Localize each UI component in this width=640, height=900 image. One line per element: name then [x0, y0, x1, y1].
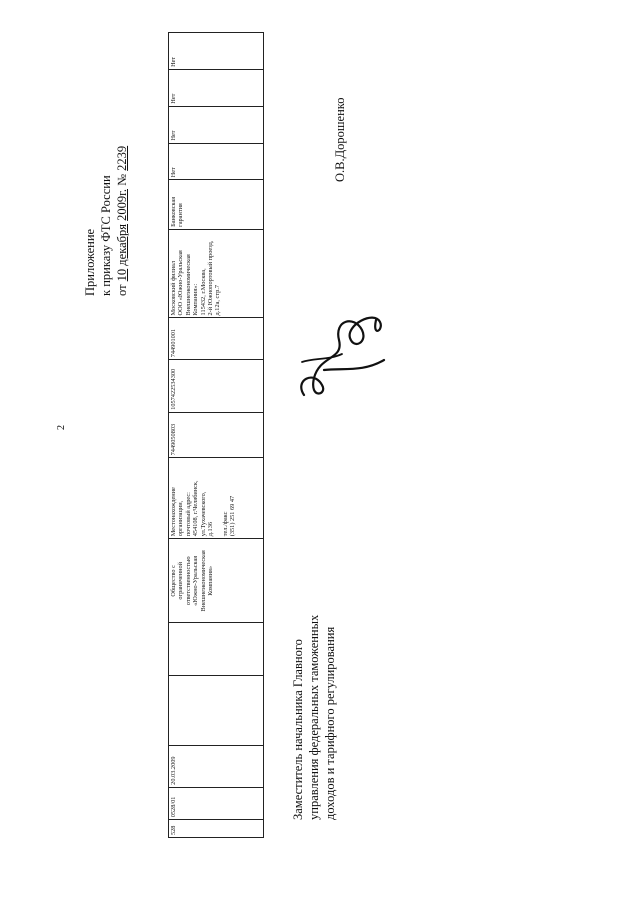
registry-table-wrap [168, 32, 264, 838]
order-number: 2239 [115, 145, 129, 171]
org-name-cell: Общество с ограниченной ответственностью «Южно-Уральская Внешнеэкономическая Компания» [169, 539, 264, 623]
blank-cell-2 [169, 623, 264, 675]
branch-cell: Московский филиал ООО «Южно-Уральская Внешнеэкономическая Компания»: 115432, г.Москва, 2-й Южнопортовый проезд, д.12а, стр.7 [169, 229, 264, 318]
order-year: 2009г. [115, 189, 129, 221]
handwritten-signature [284, 300, 394, 412]
inn-cell: 7449050803 [169, 412, 264, 458]
signer-name: О.В.Дорошенко [333, 97, 347, 182]
table-row [169, 33, 264, 838]
cert-number-cell: 0528/01 [169, 787, 264, 819]
flag-cell-1: Нет [169, 143, 264, 180]
signatory-title: Заместитель начальника Главного управления федеральных таможенных доходов и тарифного регулирования [291, 614, 337, 820]
kpp-cell: 744901001 [169, 318, 264, 360]
appendix-title: Приложение [83, 228, 97, 296]
blank-cell-1 [169, 675, 264, 745]
flag-cell-4: Нет [169, 33, 264, 70]
location-cell: Местонахождение организации, почтовый адрес: 454108, г.Челябинск, ул.Тухачевского, д.136 тел./факс (351) 251 69 47 [169, 458, 264, 539]
order-month: декабря [115, 223, 129, 266]
date-cell: 20.03.2009 [169, 746, 264, 788]
ogrn-cell: 1057422534300 [169, 360, 264, 413]
order-number-label: № [115, 173, 129, 186]
registry-table [168, 32, 264, 838]
appendix-order-date: от 10 декабря 2009г. № 2239 [115, 145, 129, 296]
page-number: 2 [56, 425, 67, 430]
flag-cell-3: Нет [169, 69, 264, 106]
order-day: 10 [115, 268, 129, 282]
appendix-order-ref: к приказу ФТС России [99, 175, 113, 296]
flag-cell-2: Нет [169, 106, 264, 143]
guarantee-cell: Банковская гарантия [169, 180, 264, 230]
appendix-header [82, 146, 130, 296]
reg-number-cell: 528 [169, 820, 264, 838]
